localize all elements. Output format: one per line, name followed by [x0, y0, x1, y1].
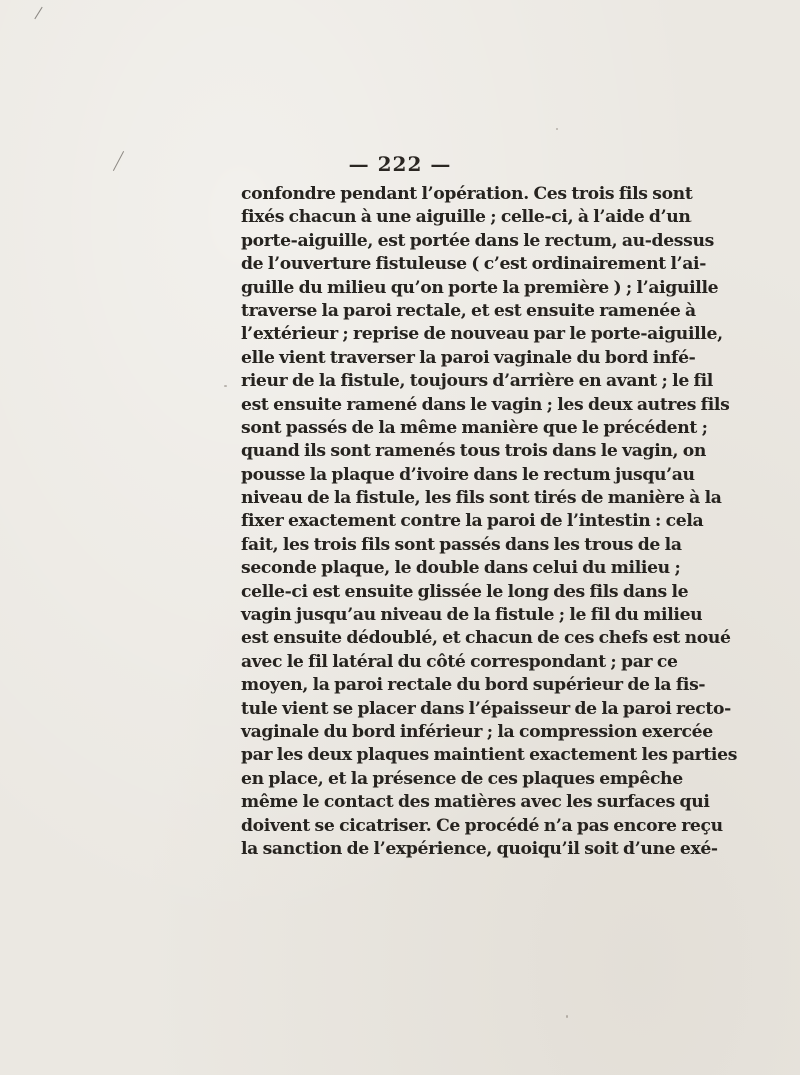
text-line: par les deux plaques maintient exactement les parties — [241, 745, 738, 766]
text-line: en place, et la présence de ces plaques empêche — [241, 768, 683, 789]
text-line: est ensuite dédoublé, et chacun de ces chefs est noué — [241, 628, 731, 649]
text-line: vaginale du bord inférieur ; la compression exercée — [241, 721, 713, 742]
text-line: tule vient se placer dans l’épaisseur de la paroi recto- — [241, 698, 731, 719]
text-line: vagin jusqu’au niveau de la fistule ; le fil du milieu — [241, 605, 703, 626]
text-line: de l’ouverture fistuleuse ( c’est ordinairement l’ai- — [241, 254, 707, 275]
text-line: celle-ci est ensuite glissée le long des fils dans le — [241, 581, 689, 602]
text-line: même le contact des matières avec les surfaces qui — [241, 792, 710, 813]
text-line: traverse la paroi rectale, et est ensuite ramenée à — [241, 300, 696, 321]
text-line: pousse la plaque d’ivoire dans le rectum jusqu’au — [241, 464, 695, 485]
text-line: est ensuite ramené dans le vagin ; les deux autres fils — [241, 394, 730, 415]
text-line: elle vient traverser la paroi vaginale du bord infé- — [241, 347, 696, 368]
text-line: niveau de la fistule, les fils sont tirés de manière à la — [241, 488, 722, 509]
text-line: sont passés de la même manière que le précédent ; — [241, 417, 708, 438]
paper-speck — [224, 385, 227, 387]
text-line: fixer exactement contre la paroi de l’intestin : cela — [241, 511, 704, 532]
body-text — [241, 183, 738, 861]
text-line: guille du milieu qu’on porte la première ) ; l’aiguille — [241, 277, 719, 298]
text-line: confondre pendant l’opération. Ces trois fils sont — [241, 184, 693, 204]
text-line: porte-aiguille, est portée dans le rectum, au-dessus — [241, 230, 714, 251]
text-line: doivent se cicatriser. Ce procédé n’a pas encore reçu — [241, 815, 723, 836]
text-line: avec le fil latéral du côté correspondant ; par ce — [241, 651, 678, 672]
paper-speck — [566, 1015, 568, 1018]
text-line: fait, les trois fils sont passés dans les trous de la — [241, 534, 682, 555]
text-line: moyen, la paroi rectale du bord supérieur de la fis- — [241, 675, 706, 696]
text-line: seconde plaque, le double dans celui du milieu ; — [241, 558, 681, 579]
text-line: rieur de la fistule, toujours d’arrière en avant ; le fil — [241, 371, 713, 392]
pencil-mark — [34, 7, 42, 19]
text-line: fixés chacun à une aiguille ; celle-ci, à l’aide d’un — [241, 207, 691, 228]
text-line: quand ils sont ramenés tous trois dans le vagin, on — [241, 441, 707, 462]
page-number: — 222 — — [348, 152, 452, 176]
paper-speck — [556, 128, 558, 130]
text-line: la sanction de l’expérience, quoiqu’il soit d’une exé- — [241, 838, 718, 859]
text-line: l’extérieur ; reprise de nouveau par le porte-aiguille, — [241, 324, 723, 345]
